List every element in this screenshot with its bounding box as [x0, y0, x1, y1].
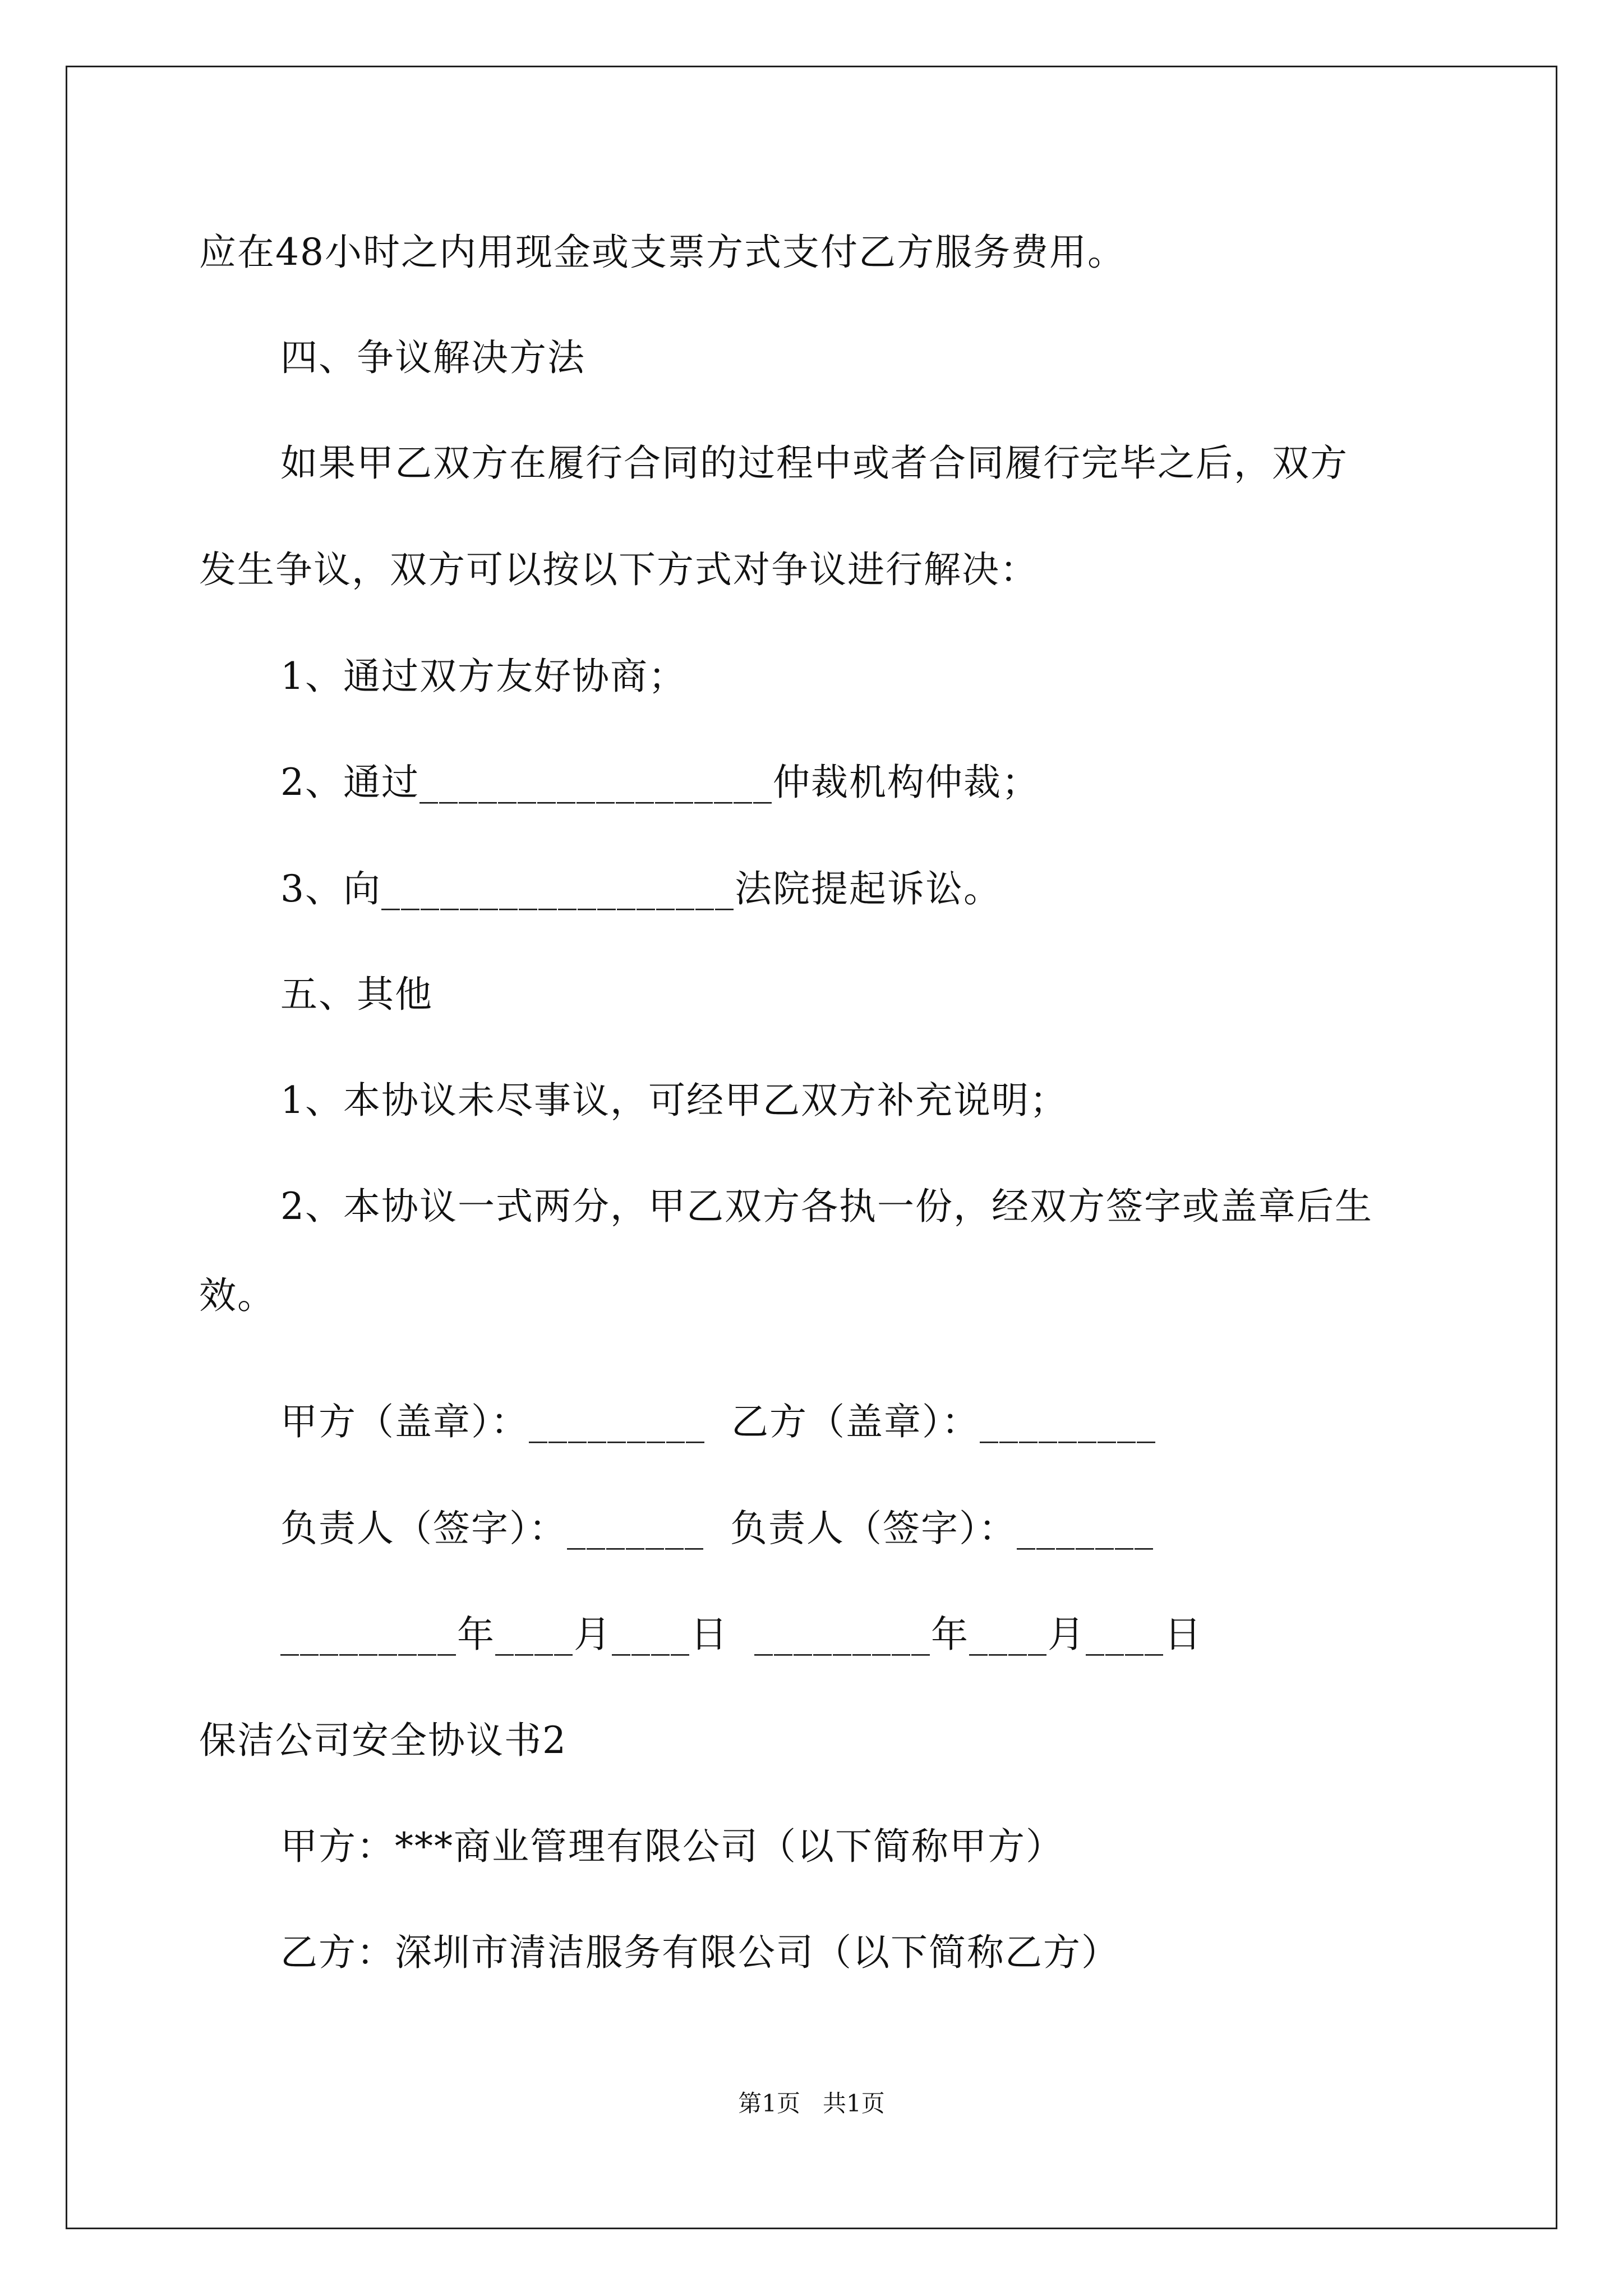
signature-line-responsible: 负责人（签字）：_______ 负责人（签字）：_______ [280, 1507, 1154, 1550]
party-a-line: 甲方：***商业管理有限公司（以下简称甲方） [280, 1825, 1064, 1868]
list-item-negotiation: 1、通过双方友好协商； [280, 655, 686, 698]
list-item-arbitration: 2、通过__________________仲裁机构仲裁； [280, 761, 1040, 804]
signature-line-date: _________年____月____日 _________年____月____日 [280, 1613, 1202, 1656]
page-border [66, 66, 1557, 2229]
document-title-agreement-2: 保洁公司安全协议书2 [199, 1719, 567, 1762]
text-line-payment-terms: 应在48小时之内用现金或支票方式支付乙方服务费用。 [199, 231, 1126, 274]
party-b-line: 乙方：深圳市清洁服务有限公司（以下简称乙方） [280, 1931, 1119, 1974]
section-heading-other: 五、其他 [280, 973, 433, 1016]
section-heading-dispute-resolution: 四、争议解决方法 [280, 336, 585, 379]
page-footer: 第1页 共1页 [738, 2090, 885, 2117]
list-item-supplement: 1、本协议未尽事议，可经甲乙双方补充说明； [280, 1079, 1068, 1122]
text-line-dispute-intro-cont: 发生争议，双方可以按以下方式对争议进行解决： [199, 548, 1038, 591]
signature-line-seal: 甲方（盖章）：_________ 乙方（盖章）：_________ [280, 1400, 1156, 1443]
list-item-copies-cont: 效。 [199, 1274, 275, 1317]
text-line-dispute-intro: 如果甲乙双方在履行合同的过程中或者合同履行完毕之后，双方 [280, 441, 1348, 485]
list-item-litigation: 3、向__________________法院提起诉讼。 [280, 867, 1002, 910]
list-item-copies: 2、本协议一式两分，甲乙双方各执一份，经双方签字或盖章后生 [280, 1185, 1373, 1228]
